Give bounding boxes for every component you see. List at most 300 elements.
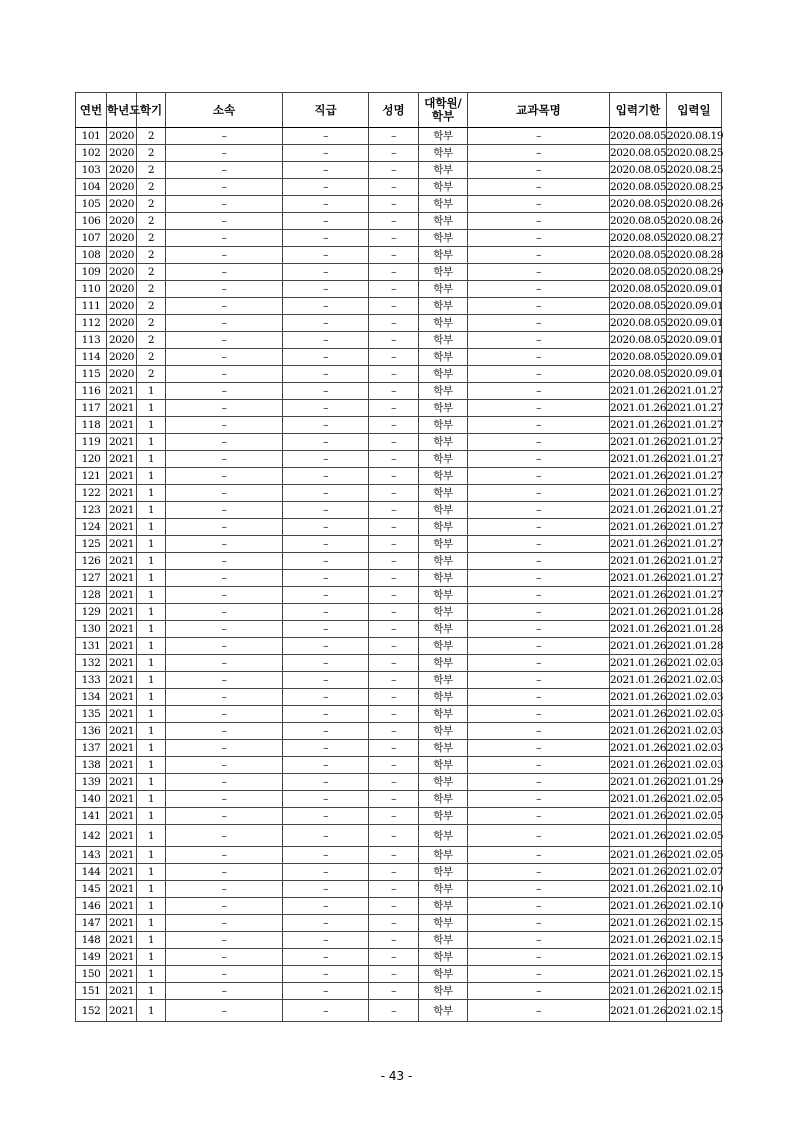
cell-input-date: 2021.02.03	[667, 689, 722, 706]
cell-no: 121	[76, 468, 107, 485]
cell-position: –	[283, 689, 369, 706]
cell-position: –	[283, 128, 369, 145]
cell-no: 128	[76, 587, 107, 604]
cell-name: –	[369, 847, 419, 864]
cell-year: 2021	[107, 808, 137, 825]
cell-semester: 2	[137, 264, 166, 281]
table-row	[76, 706, 722, 723]
cell-course: –	[468, 723, 610, 740]
cell-name: –	[369, 570, 419, 587]
cell-division: 학부	[419, 587, 468, 604]
cell-name: –	[369, 247, 419, 264]
cell-course: –	[468, 128, 610, 145]
cell-course: –	[468, 434, 610, 451]
cell-input-date: 2021.02.03	[667, 757, 722, 774]
table-row	[76, 230, 722, 247]
cell-year: 2021	[107, 949, 137, 966]
cell-department: –	[166, 983, 283, 1000]
cell-division: 학부	[419, 915, 468, 932]
cell-semester: 2	[137, 315, 166, 332]
cell-position: –	[283, 349, 369, 366]
cell-year: 2021	[107, 881, 137, 898]
cell-department: –	[166, 264, 283, 281]
cell-position: –	[283, 898, 369, 915]
cell-semester: 1	[137, 519, 166, 536]
cell-department: –	[166, 485, 283, 502]
cell-input-date: 2021.01.27	[667, 468, 722, 485]
cell-name: –	[369, 332, 419, 349]
cell-deadline: 2020.08.05.	[610, 213, 667, 230]
cell-semester: 1	[137, 898, 166, 915]
cell-deadline: 2021.01.26.	[610, 672, 667, 689]
cell-semester: 1	[137, 655, 166, 672]
cell-name: –	[369, 672, 419, 689]
cell-input-date: 2021.01.28	[667, 621, 722, 638]
cell-no: 102	[76, 145, 107, 162]
cell-deadline: 2021.01.26.	[610, 604, 667, 621]
cell-department: –	[166, 536, 283, 553]
cell-course: –	[468, 847, 610, 864]
cell-division: 학부	[419, 672, 468, 689]
cell-no: 112	[76, 315, 107, 332]
cell-no: 122	[76, 485, 107, 502]
cell-year: 2021	[107, 825, 137, 847]
cell-input-date: 2021.01.27	[667, 570, 722, 587]
cell-department: –	[166, 230, 283, 247]
cell-division: 학부	[419, 604, 468, 621]
table-row	[76, 502, 722, 519]
table-row	[76, 485, 722, 502]
cell-name: –	[369, 451, 419, 468]
cell-name: –	[369, 553, 419, 570]
table-row	[76, 553, 722, 570]
cell-deadline: 2021.01.26.	[610, 864, 667, 881]
table-row	[76, 145, 722, 162]
cell-division: 학부	[419, 723, 468, 740]
cell-deadline: 2021.01.26.	[610, 417, 667, 434]
cell-year: 2020	[107, 264, 137, 281]
cell-department: –	[166, 932, 283, 949]
cell-name: –	[369, 757, 419, 774]
cell-input-date: 2021.02.15	[667, 932, 722, 949]
cell-course: –	[468, 213, 610, 230]
cell-course: –	[468, 485, 610, 502]
cell-input-date: 2020.09.01	[667, 366, 722, 383]
cell-input-date: 2021.01.27	[667, 434, 722, 451]
cell-division: 학부	[419, 553, 468, 570]
cell-no: 101	[76, 128, 107, 145]
cell-deadline: 2021.01.26.	[610, 723, 667, 740]
cell-course: –	[468, 587, 610, 604]
cell-semester: 1	[137, 791, 166, 808]
cell-division: 학부	[419, 400, 468, 417]
cell-deadline: 2020.08.05.	[610, 349, 667, 366]
cell-no: 148	[76, 932, 107, 949]
cell-deadline: 2021.01.26.	[610, 502, 667, 519]
cell-year: 2021	[107, 519, 137, 536]
cell-division: 학부	[419, 536, 468, 553]
cell-position: –	[283, 247, 369, 264]
cell-semester: 1	[137, 621, 166, 638]
cell-name: –	[369, 434, 419, 451]
cell-department: –	[166, 915, 283, 932]
cell-deadline: 2021.01.26.	[610, 881, 667, 898]
cell-no: 133	[76, 672, 107, 689]
table-row	[76, 281, 722, 298]
cell-no: 144	[76, 864, 107, 881]
cell-no: 138	[76, 757, 107, 774]
cell-name: –	[369, 519, 419, 536]
cell-position: –	[283, 315, 369, 332]
cell-no: 108	[76, 247, 107, 264]
table-row	[76, 949, 722, 966]
cell-division: 학부	[419, 740, 468, 757]
cell-name: –	[369, 230, 419, 247]
cell-course: –	[468, 621, 610, 638]
cell-year: 2021	[107, 502, 137, 519]
cell-division: 학부	[419, 196, 468, 213]
table-row	[76, 621, 722, 638]
cell-no: 124	[76, 519, 107, 536]
cell-deadline: 2021.01.26.	[610, 808, 667, 825]
table-row	[76, 519, 722, 536]
cell-no: 113	[76, 332, 107, 349]
table-row	[76, 570, 722, 587]
cell-year: 2021	[107, 706, 137, 723]
cell-name: –	[369, 502, 419, 519]
cell-position: –	[283, 553, 369, 570]
table-row	[76, 604, 722, 621]
cell-name: –	[369, 1000, 419, 1022]
cell-department: –	[166, 791, 283, 808]
cell-name: –	[369, 740, 419, 757]
table-row	[76, 932, 722, 949]
page-number: - 43 -	[380, 1069, 413, 1083]
cell-year: 2020	[107, 179, 137, 196]
cell-course: –	[468, 825, 610, 847]
col-header-course: 교과목명	[468, 93, 610, 128]
cell-no: 139	[76, 774, 107, 791]
cell-position: –	[283, 536, 369, 553]
cell-input-date: 2020.08.25	[667, 179, 722, 196]
cell-no: 140	[76, 791, 107, 808]
cell-year: 2021	[107, 932, 137, 949]
cell-no: 146	[76, 898, 107, 915]
cell-semester: 1	[137, 570, 166, 587]
cell-year: 2021	[107, 400, 137, 417]
cell-no: 152	[76, 1000, 107, 1022]
cell-position: –	[283, 468, 369, 485]
cell-department: –	[166, 332, 283, 349]
cell-position: –	[283, 332, 369, 349]
cell-semester: 2	[137, 332, 166, 349]
cell-department: –	[166, 723, 283, 740]
table-row	[76, 966, 722, 983]
table-row	[76, 915, 722, 932]
col-header-department: 소속	[166, 93, 283, 128]
cell-year: 2021	[107, 604, 137, 621]
cell-position: –	[283, 298, 369, 315]
cell-semester: 1	[137, 485, 166, 502]
cell-course: –	[468, 932, 610, 949]
cell-no: 117	[76, 400, 107, 417]
cell-course: –	[468, 230, 610, 247]
cell-deadline: 2021.01.26.	[610, 553, 667, 570]
cell-year: 2021	[107, 417, 137, 434]
cell-department: –	[166, 587, 283, 604]
cell-course: –	[468, 298, 610, 315]
cell-department: –	[166, 434, 283, 451]
table-row	[76, 983, 722, 1000]
cell-name: –	[369, 536, 419, 553]
cell-semester: 1	[137, 706, 166, 723]
cell-input-date: 2020.08.26	[667, 196, 722, 213]
cell-name: –	[369, 179, 419, 196]
cell-position: –	[283, 162, 369, 179]
cell-input-date: 2021.01.27	[667, 536, 722, 553]
col-header-semester: 학기	[137, 93, 166, 128]
cell-year: 2021	[107, 757, 137, 774]
cell-course: –	[468, 864, 610, 881]
cell-input-date: 2021.01.27	[667, 502, 722, 519]
cell-no: 115	[76, 366, 107, 383]
cell-course: –	[468, 881, 610, 898]
cell-department: –	[166, 949, 283, 966]
cell-semester: 1	[137, 774, 166, 791]
cell-deadline: 2020.08.05.	[610, 366, 667, 383]
cell-division: 학부	[419, 808, 468, 825]
cell-year: 2021	[107, 774, 137, 791]
table-row	[76, 162, 722, 179]
cell-department: –	[166, 519, 283, 536]
cell-semester: 1	[137, 638, 166, 655]
cell-year: 2020	[107, 281, 137, 298]
cell-year: 2021	[107, 983, 137, 1000]
table-row	[76, 383, 722, 400]
cell-department: –	[166, 400, 283, 417]
cell-deadline: 2021.01.26.	[610, 451, 667, 468]
cell-name: –	[369, 774, 419, 791]
cell-deadline: 2020.08.05.	[610, 247, 667, 264]
cell-department: –	[166, 672, 283, 689]
cell-semester: 2	[137, 128, 166, 145]
cell-division: 학부	[419, 332, 468, 349]
cell-department: –	[166, 468, 283, 485]
cell-course: –	[468, 898, 610, 915]
cell-course: –	[468, 179, 610, 196]
table-row	[76, 898, 722, 915]
cell-department: –	[166, 315, 283, 332]
cell-division: 학부	[419, 983, 468, 1000]
cell-no: 135	[76, 706, 107, 723]
cell-name: –	[369, 808, 419, 825]
cell-semester: 2	[137, 213, 166, 230]
cell-name: –	[369, 264, 419, 281]
cell-division: 학부	[419, 179, 468, 196]
cell-course: –	[468, 672, 610, 689]
cell-year: 2020	[107, 298, 137, 315]
cell-course: –	[468, 417, 610, 434]
cell-input-date: 2020.09.01	[667, 349, 722, 366]
cell-year: 2021	[107, 723, 137, 740]
cell-division: 학부	[419, 298, 468, 315]
cell-name: –	[369, 485, 419, 502]
cell-input-date: 2021.01.28	[667, 638, 722, 655]
cell-name: –	[369, 706, 419, 723]
cell-no: 116	[76, 383, 107, 400]
cell-department: –	[166, 145, 283, 162]
cell-name: –	[369, 315, 419, 332]
cell-department: –	[166, 898, 283, 915]
cell-input-date: 2021.01.27	[667, 383, 722, 400]
cell-department: –	[166, 808, 283, 825]
cell-position: –	[283, 434, 369, 451]
cell-position: –	[283, 196, 369, 213]
cell-division: 학부	[419, 417, 468, 434]
cell-input-date: 2021.01.27	[667, 587, 722, 604]
cell-course: –	[468, 949, 610, 966]
cell-no: 142	[76, 825, 107, 847]
cell-course: –	[468, 315, 610, 332]
cell-course: –	[468, 655, 610, 672]
cell-deadline: 2021.01.26.	[610, 570, 667, 587]
cell-division: 학부	[419, 162, 468, 179]
cell-year: 2021	[107, 898, 137, 915]
cell-position: –	[283, 1000, 369, 1022]
cell-semester: 1	[137, 536, 166, 553]
table-row	[76, 672, 722, 689]
col-header-year: 학년도	[107, 93, 137, 128]
cell-name: –	[369, 349, 419, 366]
cell-deadline: 2021.01.26.	[610, 706, 667, 723]
cell-position: –	[283, 485, 369, 502]
cell-position: –	[283, 672, 369, 689]
cell-name: –	[369, 966, 419, 983]
cell-division: 학부	[419, 230, 468, 247]
cell-semester: 1	[137, 932, 166, 949]
cell-no: 104	[76, 179, 107, 196]
cell-input-date: 2020.09.01	[667, 332, 722, 349]
cell-name: –	[369, 898, 419, 915]
cell-division: 학부	[419, 383, 468, 400]
cell-division: 학부	[419, 621, 468, 638]
cell-course: –	[468, 264, 610, 281]
cell-name: –	[369, 983, 419, 1000]
table-row	[76, 332, 722, 349]
cell-department: –	[166, 825, 283, 847]
cell-position: –	[283, 502, 369, 519]
cell-name: –	[369, 621, 419, 638]
table-row	[76, 315, 722, 332]
cell-department: –	[166, 966, 283, 983]
table-row	[76, 349, 722, 366]
cell-name: –	[369, 825, 419, 847]
cell-deadline: 2021.01.26.	[610, 536, 667, 553]
cell-semester: 1	[137, 689, 166, 706]
col-header-name: 성명	[369, 93, 419, 128]
cell-input-date: 2021.01.29	[667, 774, 722, 791]
cell-position: –	[283, 621, 369, 638]
cell-no: 145	[76, 881, 107, 898]
cell-deadline: 2021.01.26.	[610, 915, 667, 932]
cell-deadline: 2021.01.26.	[610, 638, 667, 655]
cell-deadline: 2021.01.26.	[610, 655, 667, 672]
cell-deadline: 2020.08.05.	[610, 162, 667, 179]
table-row	[76, 298, 722, 315]
cell-deadline: 2021.01.26.	[610, 966, 667, 983]
cell-semester: 1	[137, 587, 166, 604]
cell-no: 131	[76, 638, 107, 655]
cell-position: –	[283, 451, 369, 468]
cell-position: –	[283, 366, 369, 383]
cell-year: 2021	[107, 966, 137, 983]
cell-input-date: 2021.01.27	[667, 417, 722, 434]
cell-deadline: 2021.01.26.	[610, 519, 667, 536]
table-row	[76, 774, 722, 791]
cell-deadline: 2021.01.26.	[610, 983, 667, 1000]
cell-division: 학부	[419, 757, 468, 774]
cell-department: –	[166, 757, 283, 774]
cell-department: –	[166, 451, 283, 468]
cell-position: –	[283, 400, 369, 417]
cell-input-date: 2021.01.27	[667, 553, 722, 570]
cell-name: –	[369, 468, 419, 485]
cell-course: –	[468, 281, 610, 298]
cell-department: –	[166, 1000, 283, 1022]
cell-year: 2020	[107, 213, 137, 230]
cell-deadline: 2020.08.05.	[610, 179, 667, 196]
cell-semester: 1	[137, 966, 166, 983]
cell-course: –	[468, 570, 610, 587]
cell-year: 2020	[107, 349, 137, 366]
cell-course: –	[468, 196, 610, 213]
cell-semester: 1	[137, 864, 166, 881]
cell-department: –	[166, 847, 283, 864]
table-row	[76, 128, 722, 145]
cell-no: 125	[76, 536, 107, 553]
cell-input-date: 2021.02.15	[667, 949, 722, 966]
cell-division: 학부	[419, 706, 468, 723]
cell-name: –	[369, 638, 419, 655]
cell-semester: 1	[137, 672, 166, 689]
cell-year: 2021	[107, 536, 137, 553]
table-row	[76, 366, 722, 383]
cell-division: 학부	[419, 791, 468, 808]
cell-no: 151	[76, 983, 107, 1000]
cell-department: –	[166, 383, 283, 400]
cell-semester: 2	[137, 145, 166, 162]
cell-division: 학부	[419, 570, 468, 587]
cell-name: –	[369, 417, 419, 434]
col-header-no: 연번	[76, 93, 107, 128]
cell-semester: 2	[137, 349, 166, 366]
cell-division: 학부	[419, 825, 468, 847]
cell-year: 2021	[107, 689, 137, 706]
cell-no: 123	[76, 502, 107, 519]
cell-position: –	[283, 847, 369, 864]
cell-name: –	[369, 915, 419, 932]
cell-course: –	[468, 983, 610, 1000]
cell-division: 학부	[419, 898, 468, 915]
cell-year: 2021	[107, 621, 137, 638]
cell-no: 129	[76, 604, 107, 621]
cell-deadline: 2021.01.26.	[610, 689, 667, 706]
cell-department: –	[166, 553, 283, 570]
col-header-position: 직급	[283, 93, 369, 128]
cell-deadline: 2021.01.26.	[610, 434, 667, 451]
table-row	[76, 400, 722, 417]
cell-division: 학부	[419, 128, 468, 145]
